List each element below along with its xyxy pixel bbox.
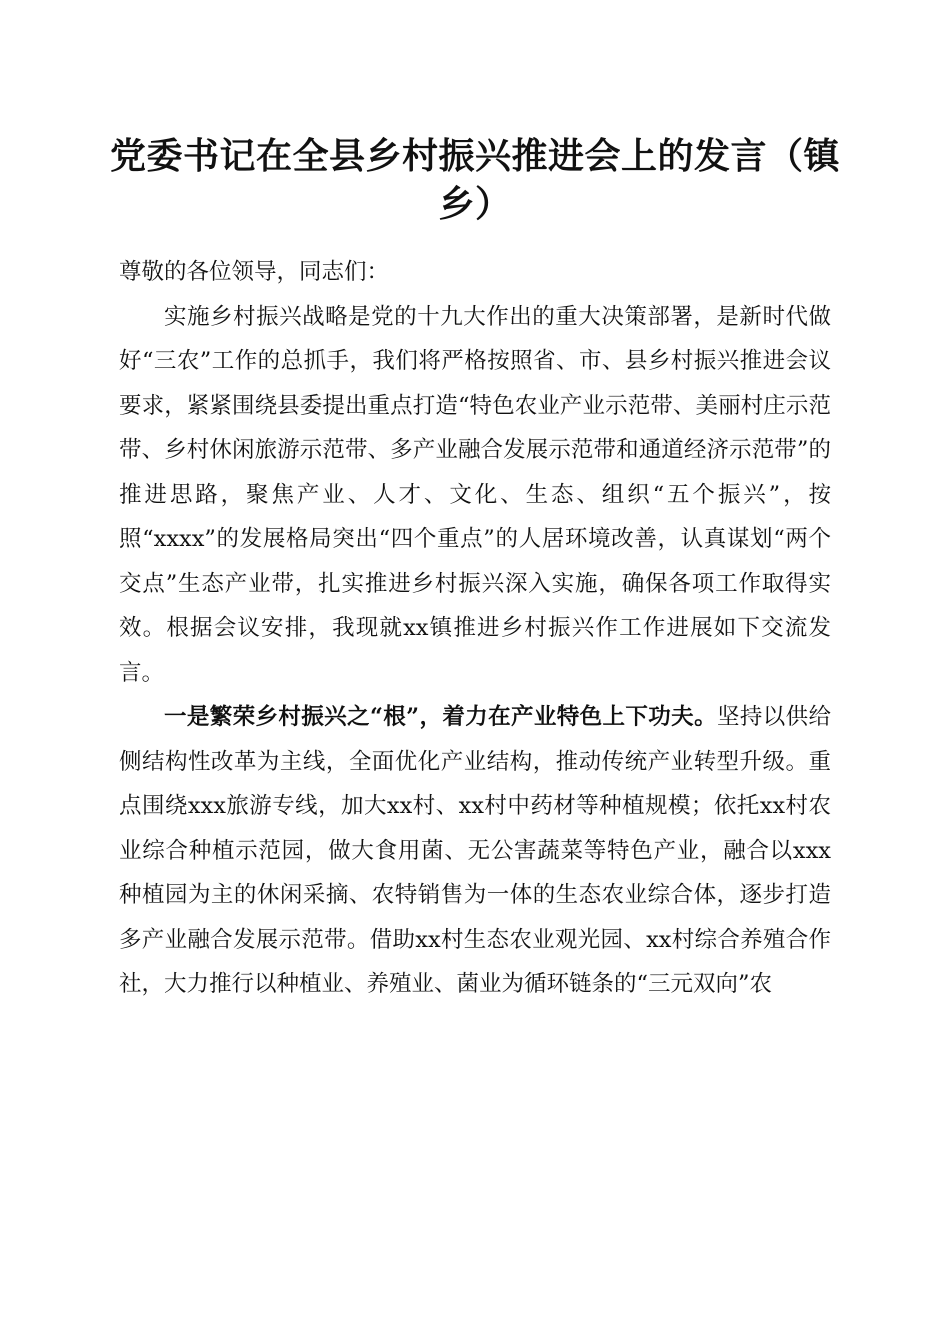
- paragraph-body-text: 坚持以供给侧结构性改革为主线，全面优化产业结构，推动传统产业转型升级。重点围绕xxx旅游专线，加大xx村、xx村中药材等种植规模；依托xx村农业综合种植示范园，做大食用菌、无公害蔬菜等特色产业，融合以xxx种植园为主的休闲采摘、农特销售为一体的生态农业综合体，逐步打造多产业融合发展示范带。借助xx村生态农业观光园、xx村综合养殖合作社，大力推行以种植业、养殖业、菌业为循环链条的“三元双向”农: [119, 704, 831, 997]
- paragraph-intro: 实施乡村振兴战略是党的十九大作出的重大决策部署，是新时代做好“三农”工作的总抓手，我们将严格按照省、市、县乡村振兴推进会议要求，紧紧围绕县委提出重点打造“特色农业产业示范带、美丽村庄示范带、乡村休闲旅游示范带、多产业融合发展示范带和通道经济示范带”的推进思路，聚焦产业、人才、文化、生态、组织“五个振兴”，按照“xxxx”的发展格局突出“四个重点”的人居环境改善，认真谋划“两个交点”生态产业带，扎实推进乡村振兴深入实施，确保各项工作取得实效。根据会议安排，我现就xx镇推进乡村振兴作工作进展如下交流发言。: [119, 303, 831, 686]
- paragraph-lead-heading: 一是繁荣乡村振兴之“根”，着力在产业特色上下功夫。: [164, 704, 717, 730]
- salutation: 尊敬的各位领导，同志们：: [119, 259, 390, 285]
- document-title: 党委书记在全县乡村振兴推进会上的发言（镇乡）: [110, 135, 841, 225]
- paragraph-industry: [119, 695, 831, 1007]
- document-body: [119, 250, 831, 1007]
